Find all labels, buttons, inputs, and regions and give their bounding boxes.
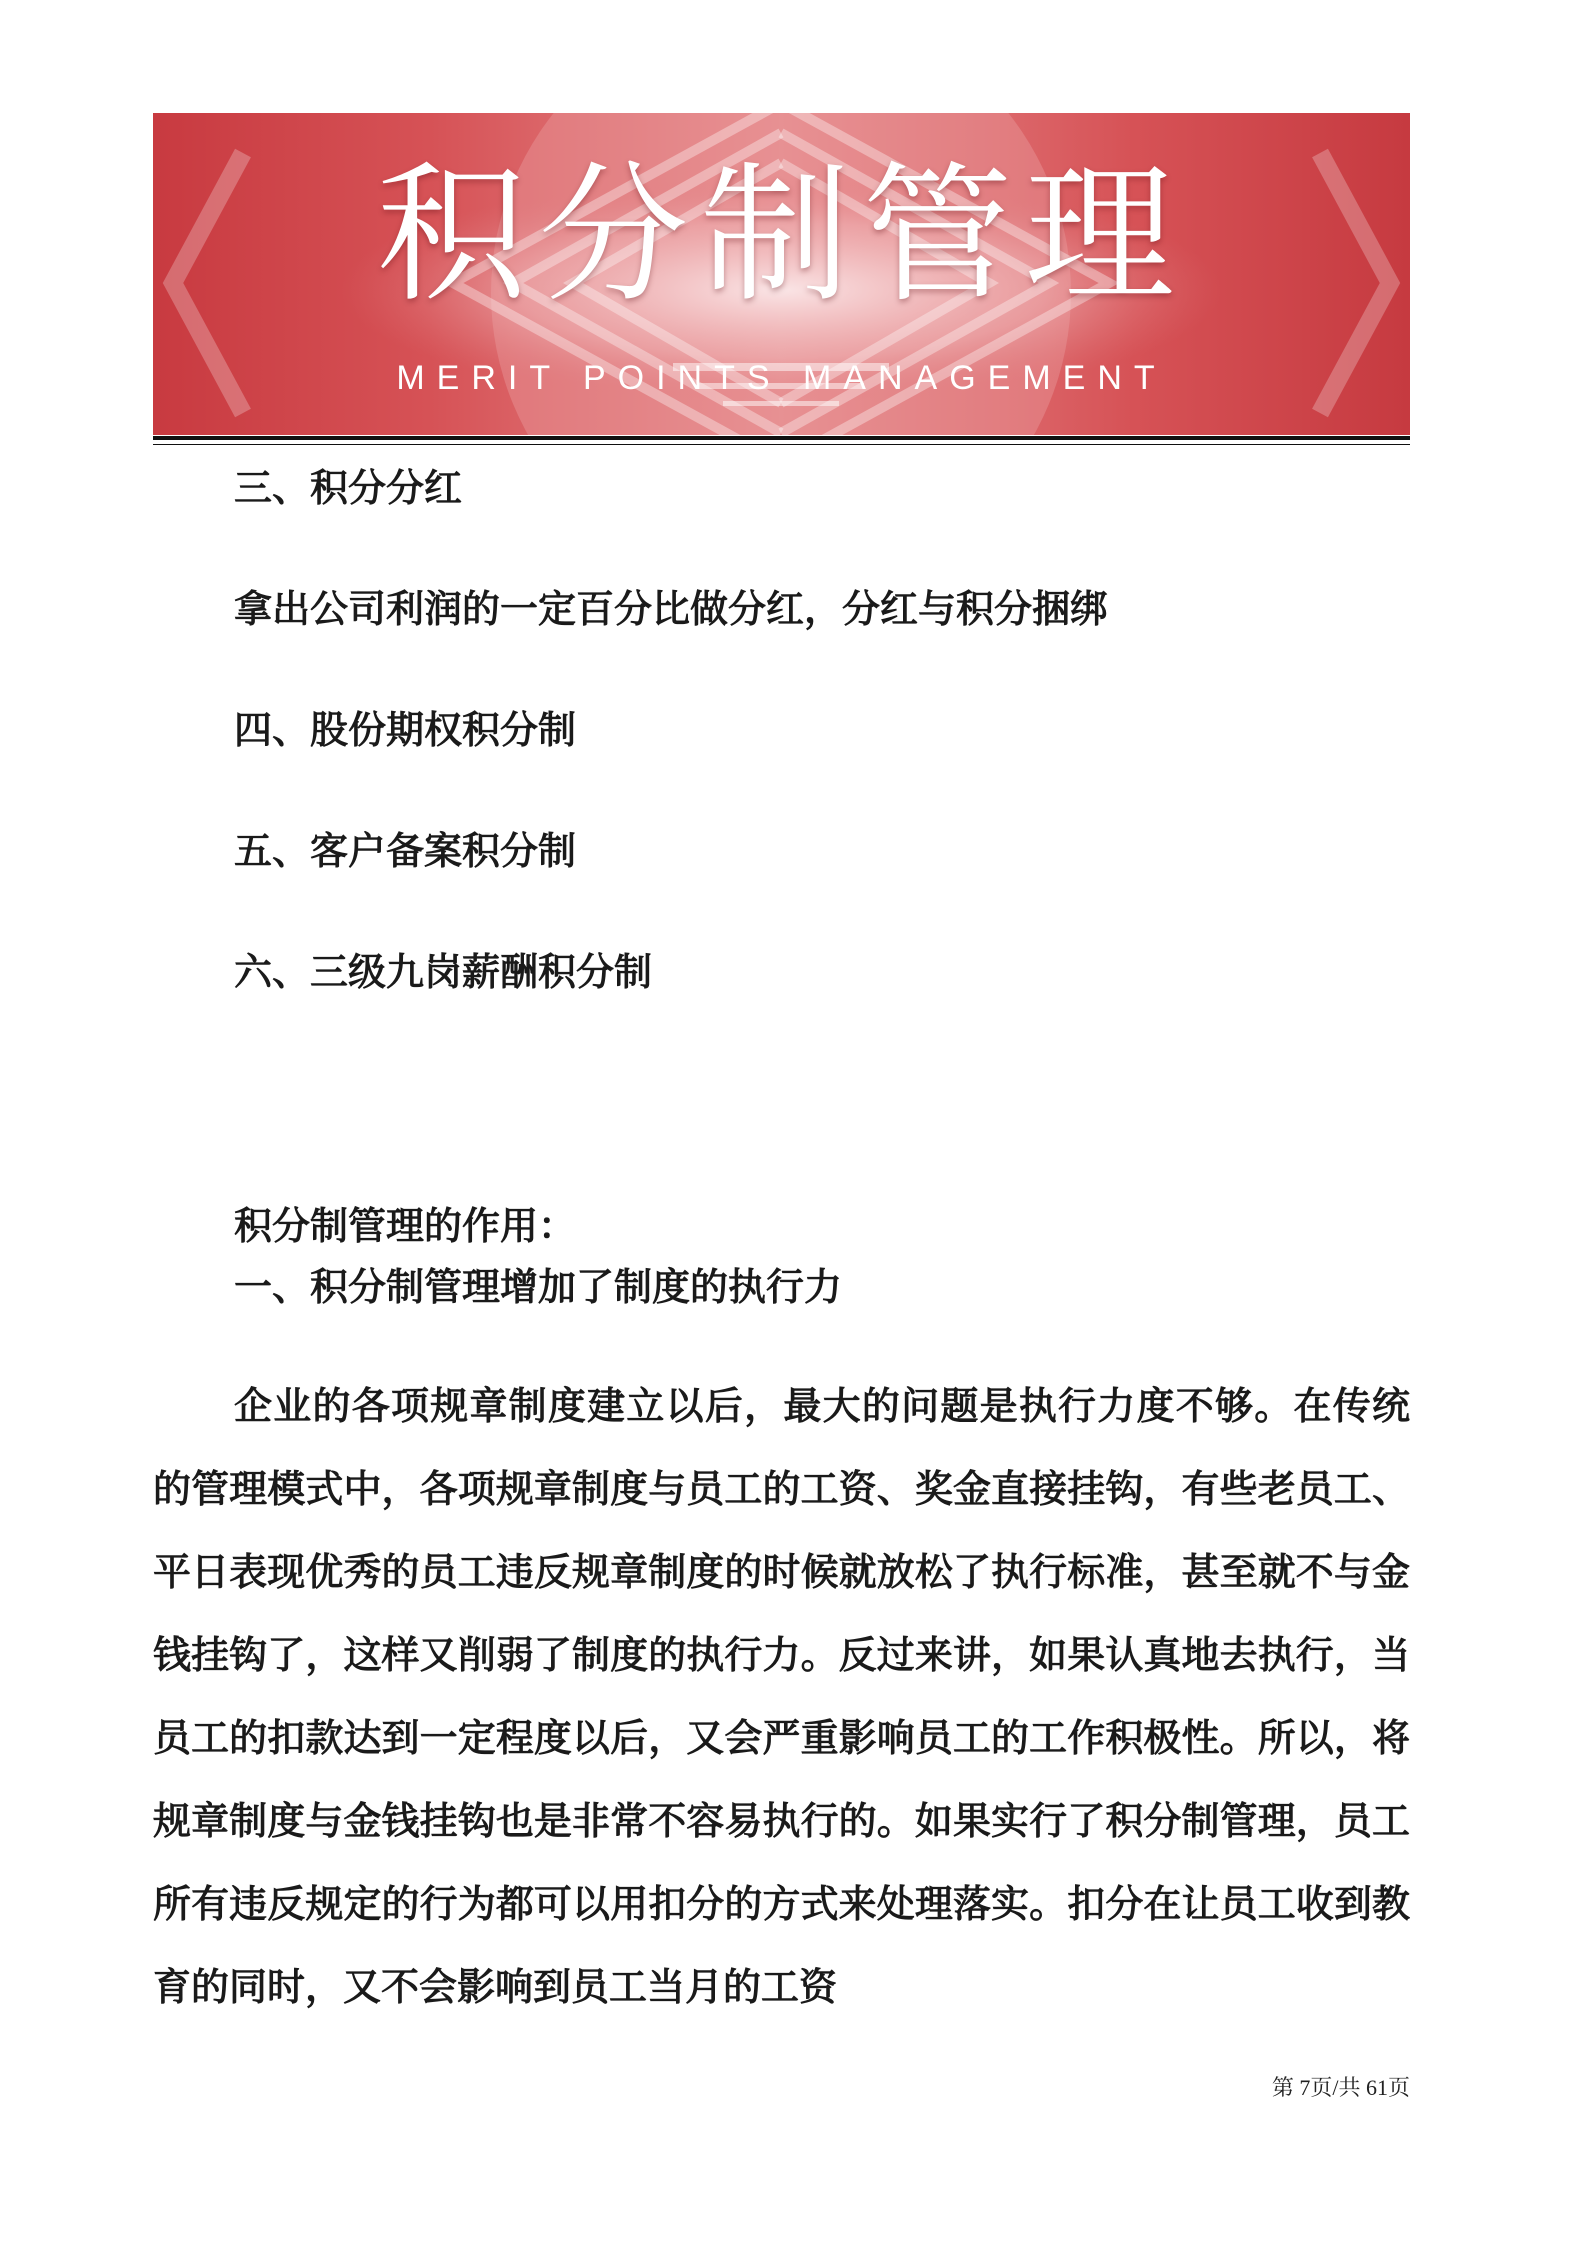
section-3-text: 拿出公司利润的一定百分比做分红，分红与积分捆绑 <box>234 587 1109 631</box>
heading-section-6: 六、三级九岗薪酬积分制 <box>234 950 653 994</box>
banner-subtitle: MERIT POINTS MANAGEMENT <box>396 359 1167 397</box>
page-number: 第 7页/共 61页 <box>1271 2075 1410 2100</box>
body-paragraph: 企业的各项规章制度建立以后，最大的问题是执行力度不够。在传统的管理模式中，各项规章制度与员工的工资、奖金直接挂钩，有些老员工、平日表现优秀的员工违反规章制度的时候就放松了执行标准，甚至就不与金钱挂钩了，这样又削弱了制度的执行力。反过来讲，如果认真地去执行，当员工的扣款达到一定程度以后，又会严重影响员工的工作积极性。所以，将规章制度与金钱挂钩也是非常不容易执行的。如果实行了积分制管理，员工所有违反规定的行为都可以用扣分的方式来处理落实。扣分在让员工收到教育的同时，又不会影响到员工当月的工资 <box>153 1384 1410 2009</box>
heading-section-3: 三、积分分红 <box>234 466 463 510</box>
header-rule-thick <box>153 436 1410 440</box>
header-banner <box>153 113 1410 435</box>
heading-section-5: 五、客户备案积分制 <box>234 829 577 873</box>
role-title: 积分制管理的作用： <box>234 1204 577 1248</box>
header-rule-thin <box>153 444 1410 445</box>
banner-title: 积分制管理 <box>376 149 1187 323</box>
heading-role-1: 一、积分制管理增加了制度的执行力 <box>234 1265 843 1309</box>
heading-section-4: 四、股份期权积分制 <box>234 708 577 752</box>
